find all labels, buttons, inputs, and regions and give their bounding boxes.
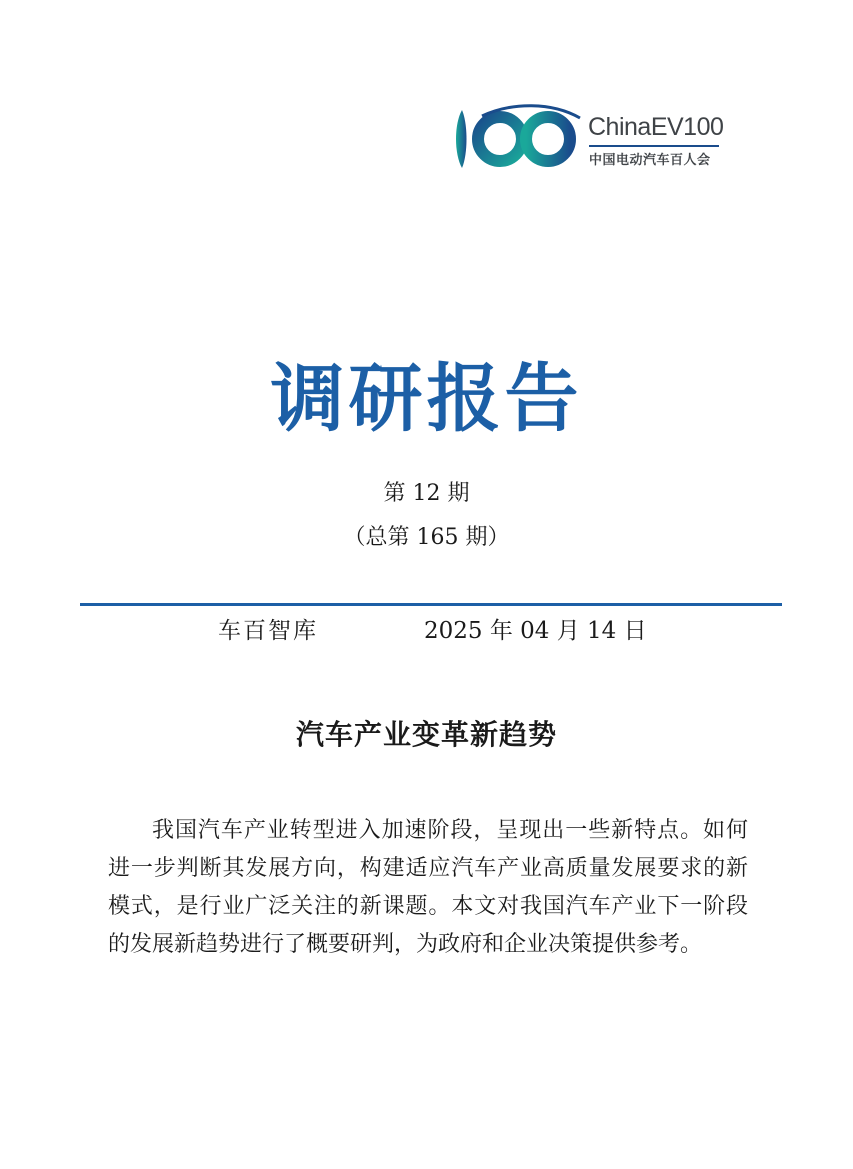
abstract-line: 进一步判断其发展方向，构建适应汽车产业高质量发展要求的新 [108,856,748,881]
abstract-line: 我国汽车产业转型进入加速阶段，呈现出一些新特点。如何 [152,818,748,843]
chinaev100-logo [452,104,732,174]
logo-wordmark-cn: 中国电动汽车百人会 [589,153,711,168]
logo-100-mark-icon [452,104,586,174]
issue-number: 第 12 期 [383,481,470,506]
abstract-line: 的发展新趋势进行了概要研判，为政府和企业决策提供参考。 [108,932,703,957]
logo-wordmark-en: ChinaEV100 [588,113,724,141]
publish-date: 2025 年 04 月 14 日 [424,618,647,644]
organization: 车百智库 [218,618,318,644]
report-title: 调研报告 [270,356,583,442]
abstract-line: 模式，是行业广泛关注的新课题。本文对我国汽车产业下一阶段 [108,894,748,919]
abstract-paragraph [108,812,748,964]
article-title: 汽车产业变革新趋势 [295,718,557,751]
logo-divider [589,145,719,147]
header-divider [80,603,782,606]
total-issue-number: （总第 165 期） [343,525,510,550]
